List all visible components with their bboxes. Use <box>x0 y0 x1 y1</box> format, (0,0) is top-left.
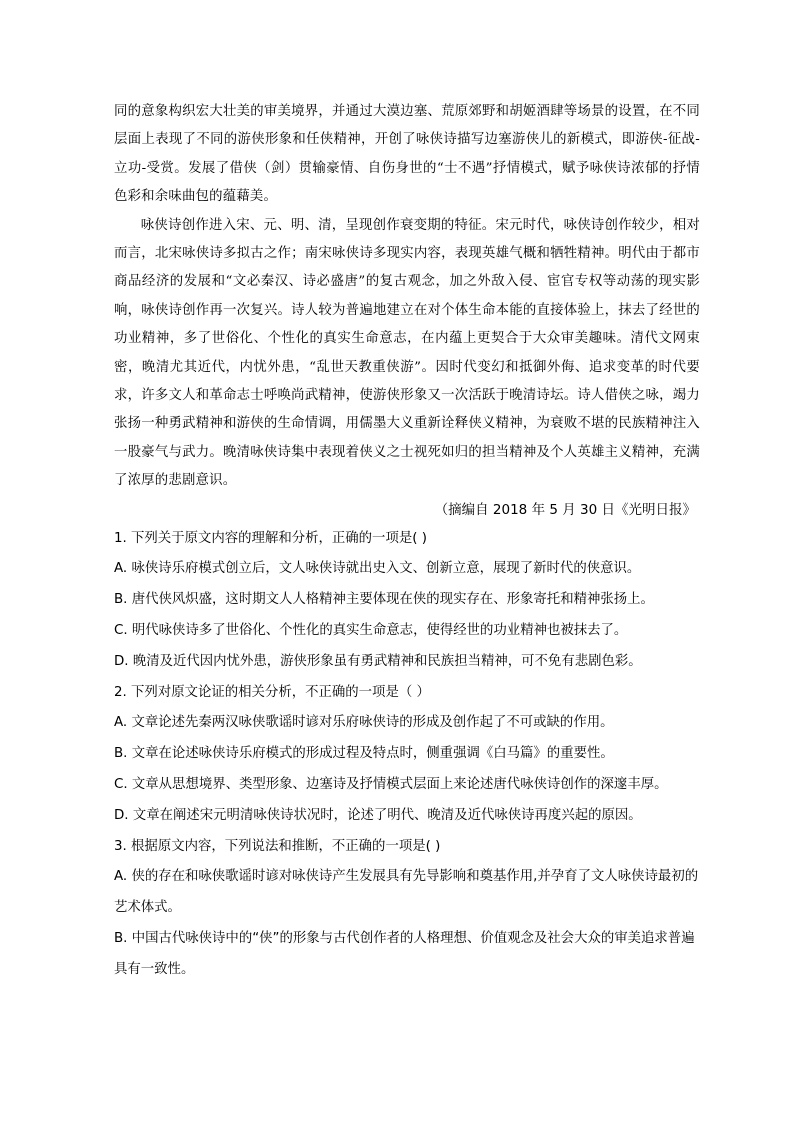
passage-paragraph-1: 同的意象构织宏大壮美的审美境界，并通过大漠边塞、荒原郊野和胡姬酒肆等场景的设置，在不同层面上表现了不同的游侠形象和任侠精神，开创了咏侠诗描写边塞游侠儿的新模式，即游侠-征战-立功-受赏。发展了借侠（剑）贯输豪情、自伤身世的“士不遇”抒情模式，赋予咏侠诗浓郁的抒情色彩和余味曲包的蕴藉美。 <box>114 104 700 205</box>
question-2-option-c[interactable]: C. 文章从思想境界、类型形象、边塞诗及抒情模式层面上来论述唐代咏侠诗创作的深邃丰厚。 <box>114 777 668 793</box>
question-2-option-b[interactable]: B. 文章在论述咏侠诗乐府模式的形成过程及特点时，侧重强调《白马篇》的重要性。 <box>114 746 614 762</box>
question-2 <box>114 678 700 832</box>
question-list <box>114 524 700 986</box>
question-3 <box>114 832 700 986</box>
passage-paragraph-2: 咏侠诗创作进入宋、元、明、清，呈现创作衰变期的特征。宋元时代，咏侠诗创作较少，相对而言，北宋咏侠诗多拟古之作；南宋咏侠诗多现实内容，表现英雄气概和牺牲精神。明代由于都市商品经济的发展和“文必秦汉、诗必盛唐”的复古观念，加之外敌入侵、宦官专权等动荡的现实影响，咏侠诗创作再一次复兴。诗人较为普遍地建立在对个体生命本能的直接体验上，抹去了经世的功业精神，多了世俗化、个性化的真实生命意志，在内蕴上更契合于大众审美趣味。清代文网束密，晚清尤其近代，内忧外患，“乱世天教重侠游”。因时代变幻和抵御外侮、追求变革的时代要求，许多文人和革命志士呼唤尚武精神，使游侠形象又一次活跃于晚清诗坛。诗人借侠之咏，竭力张扬一种勇武精神和游侠的生命情调，用儒墨大义重新诠释侠义精神，为衰败不堪的民族精神注入一股豪气与武力。晚清咏侠诗集中表现着侠义之士视死如归的担当精神及个人英雄主义精神，充满了浓厚的悲剧意识。 <box>114 217 700 489</box>
question-2-option-d[interactable]: D. 文章在阐述宋元明清咏侠诗状况时，论述了明代、晚清及近代咏侠诗再度兴起的原因。 <box>114 807 642 823</box>
question-2-option-a[interactable]: A. 文章论述先秦两汉咏侠歌谣时谚对乐府咏侠诗的形成及创作起了不可或缺的作用。 <box>114 715 614 731</box>
question-1-option-c[interactable]: C. 明代咏侠诗多了世俗化、个性化的真实生命意志，使得经世的功业精神也被抹去了。 <box>114 623 628 639</box>
question-1-stem: 1. 下列关于原文内容的理解和分析，正确的一项是( ) <box>114 530 427 546</box>
question-3-option-b[interactable]: B. 中国古代咏侠诗中的“侠”的形象与古代创作者的人格理想、价值观念及社会大众的审美追求普遍具有一致性。 <box>114 931 695 977</box>
question-1-option-d[interactable]: D. 晚清及近代因内忧外患，游侠形象虽有勇武精神和民族担当精神，可不免有悲剧色彩。 <box>114 653 642 669</box>
source-citation: （摘编自 2018 年 5 月 30 日《光明日报》 <box>434 501 696 518</box>
question-1 <box>114 524 700 678</box>
exam-page <box>114 98 700 986</box>
question-1-option-b[interactable]: B. 唐代侠风炽盛，这时期文人人格精神主要体现在侠的现实存在、形象寄托和精神张扬上。 <box>114 592 654 608</box>
question-2-stem: 2. 下列对原文论证的相关分析，不正确的一项是（ ） <box>114 684 430 700</box>
question-1-option-a[interactable]: A. 咏侠诗乐府模式创立后，文人咏侠诗就出史入文、创新立意，展现了新时代的侠意识。 <box>114 561 641 577</box>
question-3-stem: 3. 根据原文内容，下列说法和推断，不正确的一项是( ) <box>114 838 441 854</box>
reading-passage <box>114 98 700 496</box>
question-3-option-a[interactable]: A. 侠的存在和咏侠歌谣时谚对咏侠诗产生发展具有先导影响和奠基作用,并孕育了文人咏侠诗最初的艺术体式。 <box>114 869 699 916</box>
